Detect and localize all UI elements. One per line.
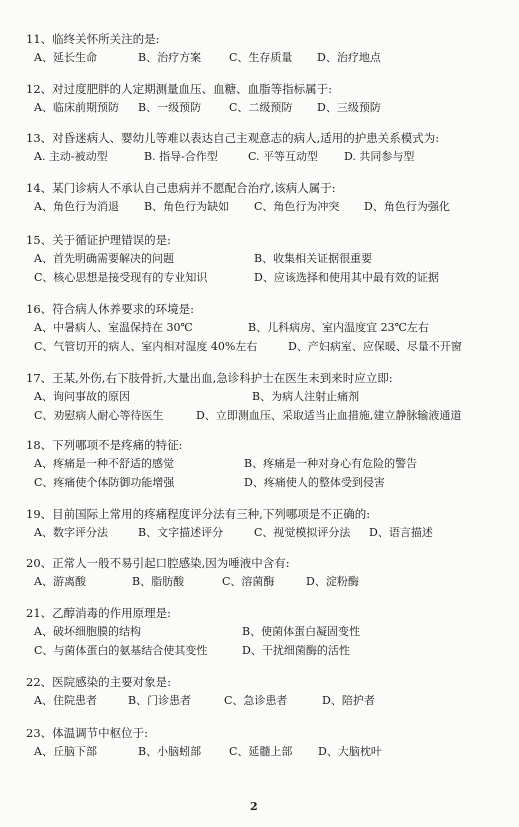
option-d: D、疼痛使人的整体受到侵害	[244, 476, 385, 489]
question-stem: 14、某门诊病人不承认自己患病并不愿配合治疗,该病人属于:	[26, 181, 336, 195]
question-stem: 15、关于循证护理错误的是:	[26, 233, 172, 247]
option-row	[26, 574, 506, 590]
option-c: C、角色行为冲突	[254, 200, 340, 213]
option-b: B、使菌体蛋白凝固变性	[242, 625, 361, 638]
option-row	[26, 270, 506, 286]
question-stem: 23、体温调节中枢位于:	[26, 726, 149, 740]
question-17	[26, 371, 506, 424]
option-row	[26, 408, 506, 424]
option-a: A、破坏细胞膜的结构	[34, 625, 141, 638]
option-d: D、淀粉酶	[306, 575, 359, 588]
option-row	[26, 693, 506, 709]
option-b: B、角色行为缺如	[144, 200, 230, 213]
option-row	[26, 100, 506, 116]
option-row	[26, 320, 506, 336]
question-stem: 11、临终关怀所关注的是:	[26, 32, 160, 46]
question-stem: 21、乙醇消毒的作用原理是:	[26, 606, 172, 620]
option-c: C、与菌体蛋白的氨基结合使其变性	[34, 644, 208, 657]
option-row	[26, 643, 506, 659]
option-a: A、临床前期预防	[34, 101, 119, 114]
option-c: C. 平等互动型	[248, 150, 319, 163]
option-b: B、脂肪酸	[132, 575, 185, 588]
option-row	[26, 339, 506, 355]
option-b: B. 指导-合作型	[144, 150, 218, 163]
option-a: A、数字评分法	[34, 526, 108, 539]
option-a: A、询问事故的原因	[34, 390, 130, 403]
question-14	[26, 181, 506, 215]
option-d: D、角色行为强化	[364, 200, 450, 213]
option-d: D、语言描述	[369, 526, 433, 539]
question-11	[26, 32, 506, 66]
option-b: B、小脑蚓部	[138, 745, 202, 758]
option-b: B、一级预防	[138, 101, 202, 114]
question-21	[26, 606, 506, 659]
option-c: C、二级预防	[229, 101, 293, 114]
option-c: C、延髓上部	[229, 745, 293, 758]
option-d: D、治疗地点	[317, 51, 381, 64]
option-row	[26, 475, 506, 491]
option-c: C、气管切开的病人、室内相对湿度 40%左右	[34, 340, 258, 353]
option-d: D、大脑枕叶	[318, 745, 382, 758]
option-d: D、三级预防	[317, 101, 381, 114]
option-row	[26, 744, 506, 760]
option-b: B、门诊患者	[128, 694, 192, 707]
question-stem: 13、对昏迷病人、婴幼儿等难以表达自己主观意志的病人,适用的护患关系模式为:	[26, 131, 440, 145]
option-row	[26, 456, 506, 472]
question-stem: 20、正常人一般不易引起口腔感染,因为唾液中含有:	[26, 556, 290, 570]
option-a: A、疼痛是一种不舒适的感觉	[34, 457, 174, 470]
option-b: B、为病人注射止痛剂	[252, 390, 360, 403]
option-a: A、住院患者	[34, 694, 97, 707]
question-18	[26, 438, 506, 491]
option-a: A、丘脑下部	[34, 745, 97, 758]
option-a: A、延长生命	[34, 51, 97, 64]
option-b: B、疼痛是一种对身心有危险的警告	[244, 457, 418, 470]
option-row	[26, 149, 506, 165]
option-a: A、游离酸	[34, 575, 86, 588]
option-c: C、核心思想是接受现有的专业知识	[34, 271, 208, 284]
question-stem: 22、医院感染的主要对象是:	[26, 675, 172, 689]
option-c: C、劝慰病人耐心等待医生	[34, 409, 164, 422]
option-row	[26, 525, 506, 541]
question-stem: 17、王某,外伤,右下肢骨折,大量出血,急诊科护士在医生未到来时应立即:	[26, 371, 393, 385]
option-b: B、儿科病房、室内温度宜 23℃左右	[248, 321, 429, 334]
question-stem: 12、对过度肥胖的人定期测量血压、血糖、血脂等指标属于:	[26, 82, 333, 96]
question-stem: 19、目前国际上常用的疼痛程度评分法有三种,下列哪项是不正确的:	[26, 507, 371, 521]
option-b: B、治疗方案	[138, 51, 202, 64]
option-d: D、应该选择和使用其中最有效的证据	[254, 271, 439, 284]
option-c: C、视觉模拟评分法	[254, 526, 351, 539]
option-c: C、急诊患者	[224, 694, 288, 707]
option-d: D、立即测血压、采取适当止血措施,建立静脉输液通道	[196, 409, 462, 422]
option-a: A、角色行为消退	[34, 200, 119, 213]
question-12	[26, 82, 506, 116]
option-row	[26, 50, 506, 66]
option-b: B、收集相关证据很重要	[254, 252, 373, 265]
option-c: C、生存质量	[229, 51, 293, 64]
option-row	[26, 389, 506, 405]
option-c: C、疼痛使个体防御功能增强	[34, 476, 175, 489]
option-d: D、产妇病室、应保暖、尽量不开窗	[288, 340, 462, 353]
option-a: A、首先明确需要解决的问题	[34, 252, 174, 265]
option-a: A、中暑病人、室温保持在 30℃	[34, 321, 193, 334]
question-15	[26, 233, 506, 286]
question-13	[26, 131, 506, 165]
option-row	[26, 624, 506, 640]
question-22	[26, 675, 506, 709]
option-d: D. 共同参与型	[344, 150, 415, 163]
question-16	[26, 302, 506, 355]
question-stem: 18、下列哪项不是疼痛的特征:	[26, 438, 183, 452]
option-d: D、干扰细菌酶的活性	[242, 644, 350, 657]
option-b: B、文字描述评分	[138, 526, 224, 539]
question-20	[26, 556, 506, 590]
option-d: D、陪护者	[322, 694, 375, 707]
option-row	[26, 251, 506, 267]
option-c: C、溶菌酶	[222, 575, 275, 588]
question-23	[26, 726, 506, 760]
question-stem: 16、符合病人休养要求的环境是:	[26, 302, 195, 316]
question-19	[26, 507, 506, 541]
page-number: 2	[250, 800, 258, 813]
option-a: A. 主动-被动型	[34, 150, 108, 163]
option-row	[26, 199, 506, 215]
